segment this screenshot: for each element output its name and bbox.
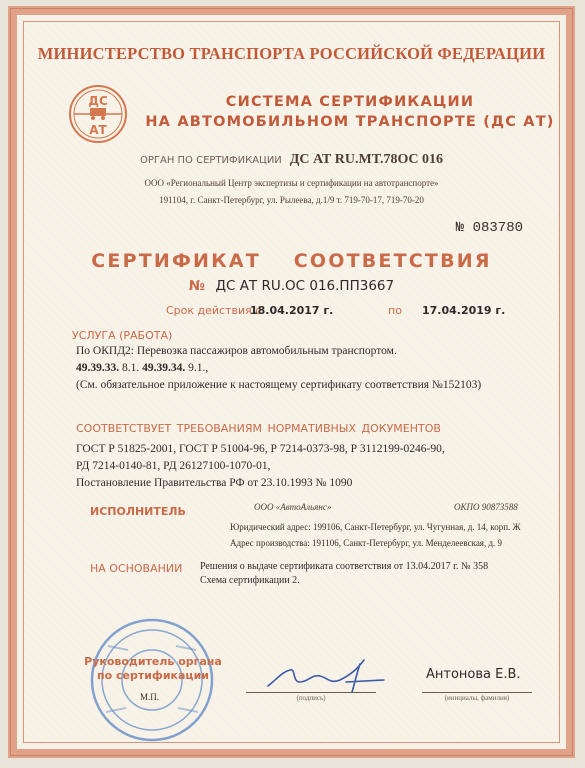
certificate-number-value: ДС АТ RU.ОС 016.ПП3667 <box>215 278 395 294</box>
signature-caption: (подпись) <box>296 694 326 702</box>
executor-name: ООО «АвтоАльянс» <box>254 502 332 512</box>
service-line1: По ОКПД2: Перевозка пассажиров автомобильным транспортом. <box>76 345 397 357</box>
certification-organ <box>24 150 559 168</box>
logo-bottom-text: АТ <box>89 123 107 137</box>
seal-place-label: М.П. <box>140 692 160 702</box>
form-serial-number: № 083780 <box>455 220 523 236</box>
head-of-organ-label <box>68 655 238 683</box>
basis-heading: НА ОСНОВАНИИ <box>90 562 183 575</box>
certificate-title: СЕРТИФИКАТ СООТВЕТСТВИЯ <box>91 250 492 272</box>
system-title-line2: НА АВТОМОБИЛЬНОМ ТРАНСПОРТЕ (ДС АТ) <box>145 114 555 130</box>
head-label-line2: по сертификации <box>96 669 209 682</box>
organ-org-name: ООО «Региональный Центр экспертизы и сертификации на автотранспорте» <box>144 178 439 188</box>
logo-top-text: ДС <box>88 94 108 108</box>
ds-at-logo-icon <box>68 84 128 144</box>
certificate-inner-frame <box>23 21 560 743</box>
organ-org-address: 191104, г. Санкт-Петербург, ул. Рылеева, д.1/9 т. 719-70-17, 719-70-20 <box>159 195 424 205</box>
signer-name: Антонова Е.В. <box>426 667 521 682</box>
validity-from-label: Срок действия с <box>166 304 262 317</box>
service-description <box>76 343 556 394</box>
validity-to-label: по <box>388 304 402 317</box>
basis-description <box>200 560 550 588</box>
service-code-2: 8.1. <box>122 362 140 374</box>
service-heading: УСЛУГА (РАБОТА) <box>72 329 173 342</box>
conforms-line1: ГОСТ Р 51825-2001, ГОСТ Р 51004-96, Р 7214-0373-98, Р 3112199-0246-90, <box>76 443 445 455</box>
head-label-line1: Руководитель органа <box>84 655 222 668</box>
conforms-heading: СООТВЕТСТВУЕТ ТРЕБОВАНИЯМ НОРМАТИВНЫХ ДОКУМЕНТОВ <box>76 422 441 435</box>
normative-documents <box>76 441 556 492</box>
number-symbol: № <box>188 278 206 294</box>
service-note: (См. обязательное приложение к настоящему сертификату соответствия №152103) <box>76 379 482 391</box>
executor-legal-address: Юридический адрес: 199106, Санкт-Петербург, ул. Чугунная, д. 14, корп. Ж <box>230 522 521 532</box>
signature-line <box>246 692 376 693</box>
conforms-line2: РД 7214-0140-81, РД 26127100-1070-01, <box>76 460 271 472</box>
service-code-4: 9.1., <box>188 362 209 374</box>
conforms-line3: Постановление Правительства РФ от 23.10.1993 № 1090 <box>76 477 353 489</box>
executor-production-address: Адрес производства: 191106, Санкт-Петербург, ул. Менделеевская, д. 9 <box>230 538 503 548</box>
signer-caption: (инициалы, фамилия) <box>444 694 510 702</box>
basis-line2: Схема сертификации 2. <box>200 575 300 586</box>
certificate-document <box>8 6 575 758</box>
signer-name-line <box>422 692 532 693</box>
basis-line1: Решения о выдаче сертификата соответствия от 13.04.2017 г. № 358 <box>200 561 489 572</box>
ministry-title: МИНИСТЕРСТВО ТРАНСПОРТА РОССИЙСКОЙ ФЕДЕРАЦИИ <box>37 44 546 63</box>
organ-value: ДС АТ RU.MT.78OC 016 <box>289 152 443 167</box>
service-code-3: 49.39.34. <box>142 362 186 374</box>
service-codes <box>76 360 556 377</box>
certificate-number <box>24 278 559 294</box>
validity-to-date: 17.04.2019 г. <box>422 304 506 317</box>
executor-okpo: ОКПО 90873588 <box>454 502 518 512</box>
executor-heading: ИСПОЛНИТЕЛЬ <box>90 505 186 518</box>
validity-from-date: 18.04.2017 г. <box>250 304 334 317</box>
organ-label: ОРГАН ПО СЕРТИФИКАЦИИ <box>140 155 282 166</box>
service-code-1: 49.39.33. <box>76 362 120 374</box>
system-title-line1: СИСТЕМА СЕРТИФИКАЦИИ <box>225 94 475 110</box>
